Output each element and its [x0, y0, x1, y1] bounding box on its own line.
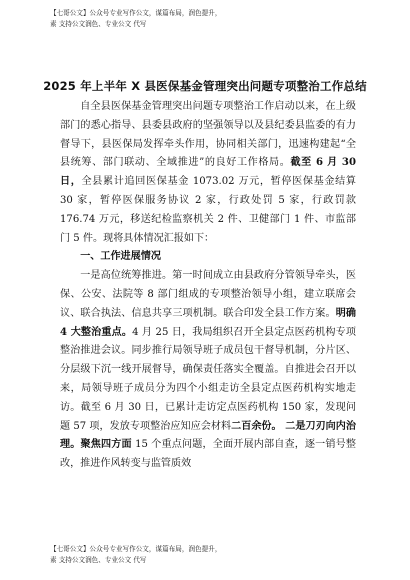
intro-text: 自全县医保基金管理突出问题专项整治工作启动以来，在上级部门的悉心指导、县委县政府的坚强领导以及县纪委县监委的有力督导下，县医保局发挥牵头作用，协同相关部门，迅速构建起“全县统筹、部门联动、全域推进”的良好工作格局。	[60, 101, 356, 169]
document-title: 2025 年上半年 X 县医保基金管理突出问题专项整治工作总结	[43, 79, 367, 93]
paragraph-progress	[60, 267, 356, 474]
progress-text-3: 15 个重点问题，全面开展内部自查，逐一销号整改，推进作风转变与监管质效	[60, 439, 357, 470]
progress-bold-3: 二是刀刃向内治理。聚焦四方面	[60, 420, 357, 451]
progress-bold-1: 明确 4 大整治重点。	[60, 307, 357, 338]
intro-date-lead: 截至 6 月 30 日，	[60, 157, 356, 188]
header-watermark-note: 【七哥公文】公众号专业写作公文，谋篇布局，润色提升， 素 支持公文润色、专业公文 代写	[50, 9, 222, 28]
paragraph-intro	[60, 98, 356, 248]
intro-stats: 全县累计追回医保基金 1073.02 万元，暂停医保基金结算 30 家，暂停医保服务协议 2 家，行政处罚 5 家，行政罚款 176.74 万元，移送纪检监察机关 2 件、卫健部门 1 件、市监部门 5 件。现将具体情况汇报如下：	[60, 176, 357, 244]
footer-watermark-note: 【七哥公文】公众号专业写作公文，谋篇布局，润色提升， 素 支持公文润色、专业公文 代写	[50, 545, 222, 564]
progress-bold-2: 二百余份。	[231, 420, 282, 432]
progress-text-2: 4 月 25 日，我局组织召开全县定点医药机构专项整治推进会议。同步推行局领导班子成员包干督导机制，分片区、分层级下沉一线开展督导，确保责任落实全覆盖。自推进会召开以来，局领导班子成员分为四个小组走访全县定点医药机构实地走访。截至 6 月 30 日，已累计走访定点医药机构 150 家，发现问题 57 项，发放专项整治应知应会材料	[60, 326, 356, 432]
document-body	[60, 98, 356, 474]
section-heading-progress: 一、工作进展情况	[80, 251, 161, 263]
progress-text-1: 一是高位统筹推进。第一时间成立由县政府分管领导牵头，医保、公安、法院等 8 部门组成的专项整治领导小组，建立联席会议、联合执法、信息共享三项机制。联合印发全县工作方案。	[60, 270, 356, 319]
